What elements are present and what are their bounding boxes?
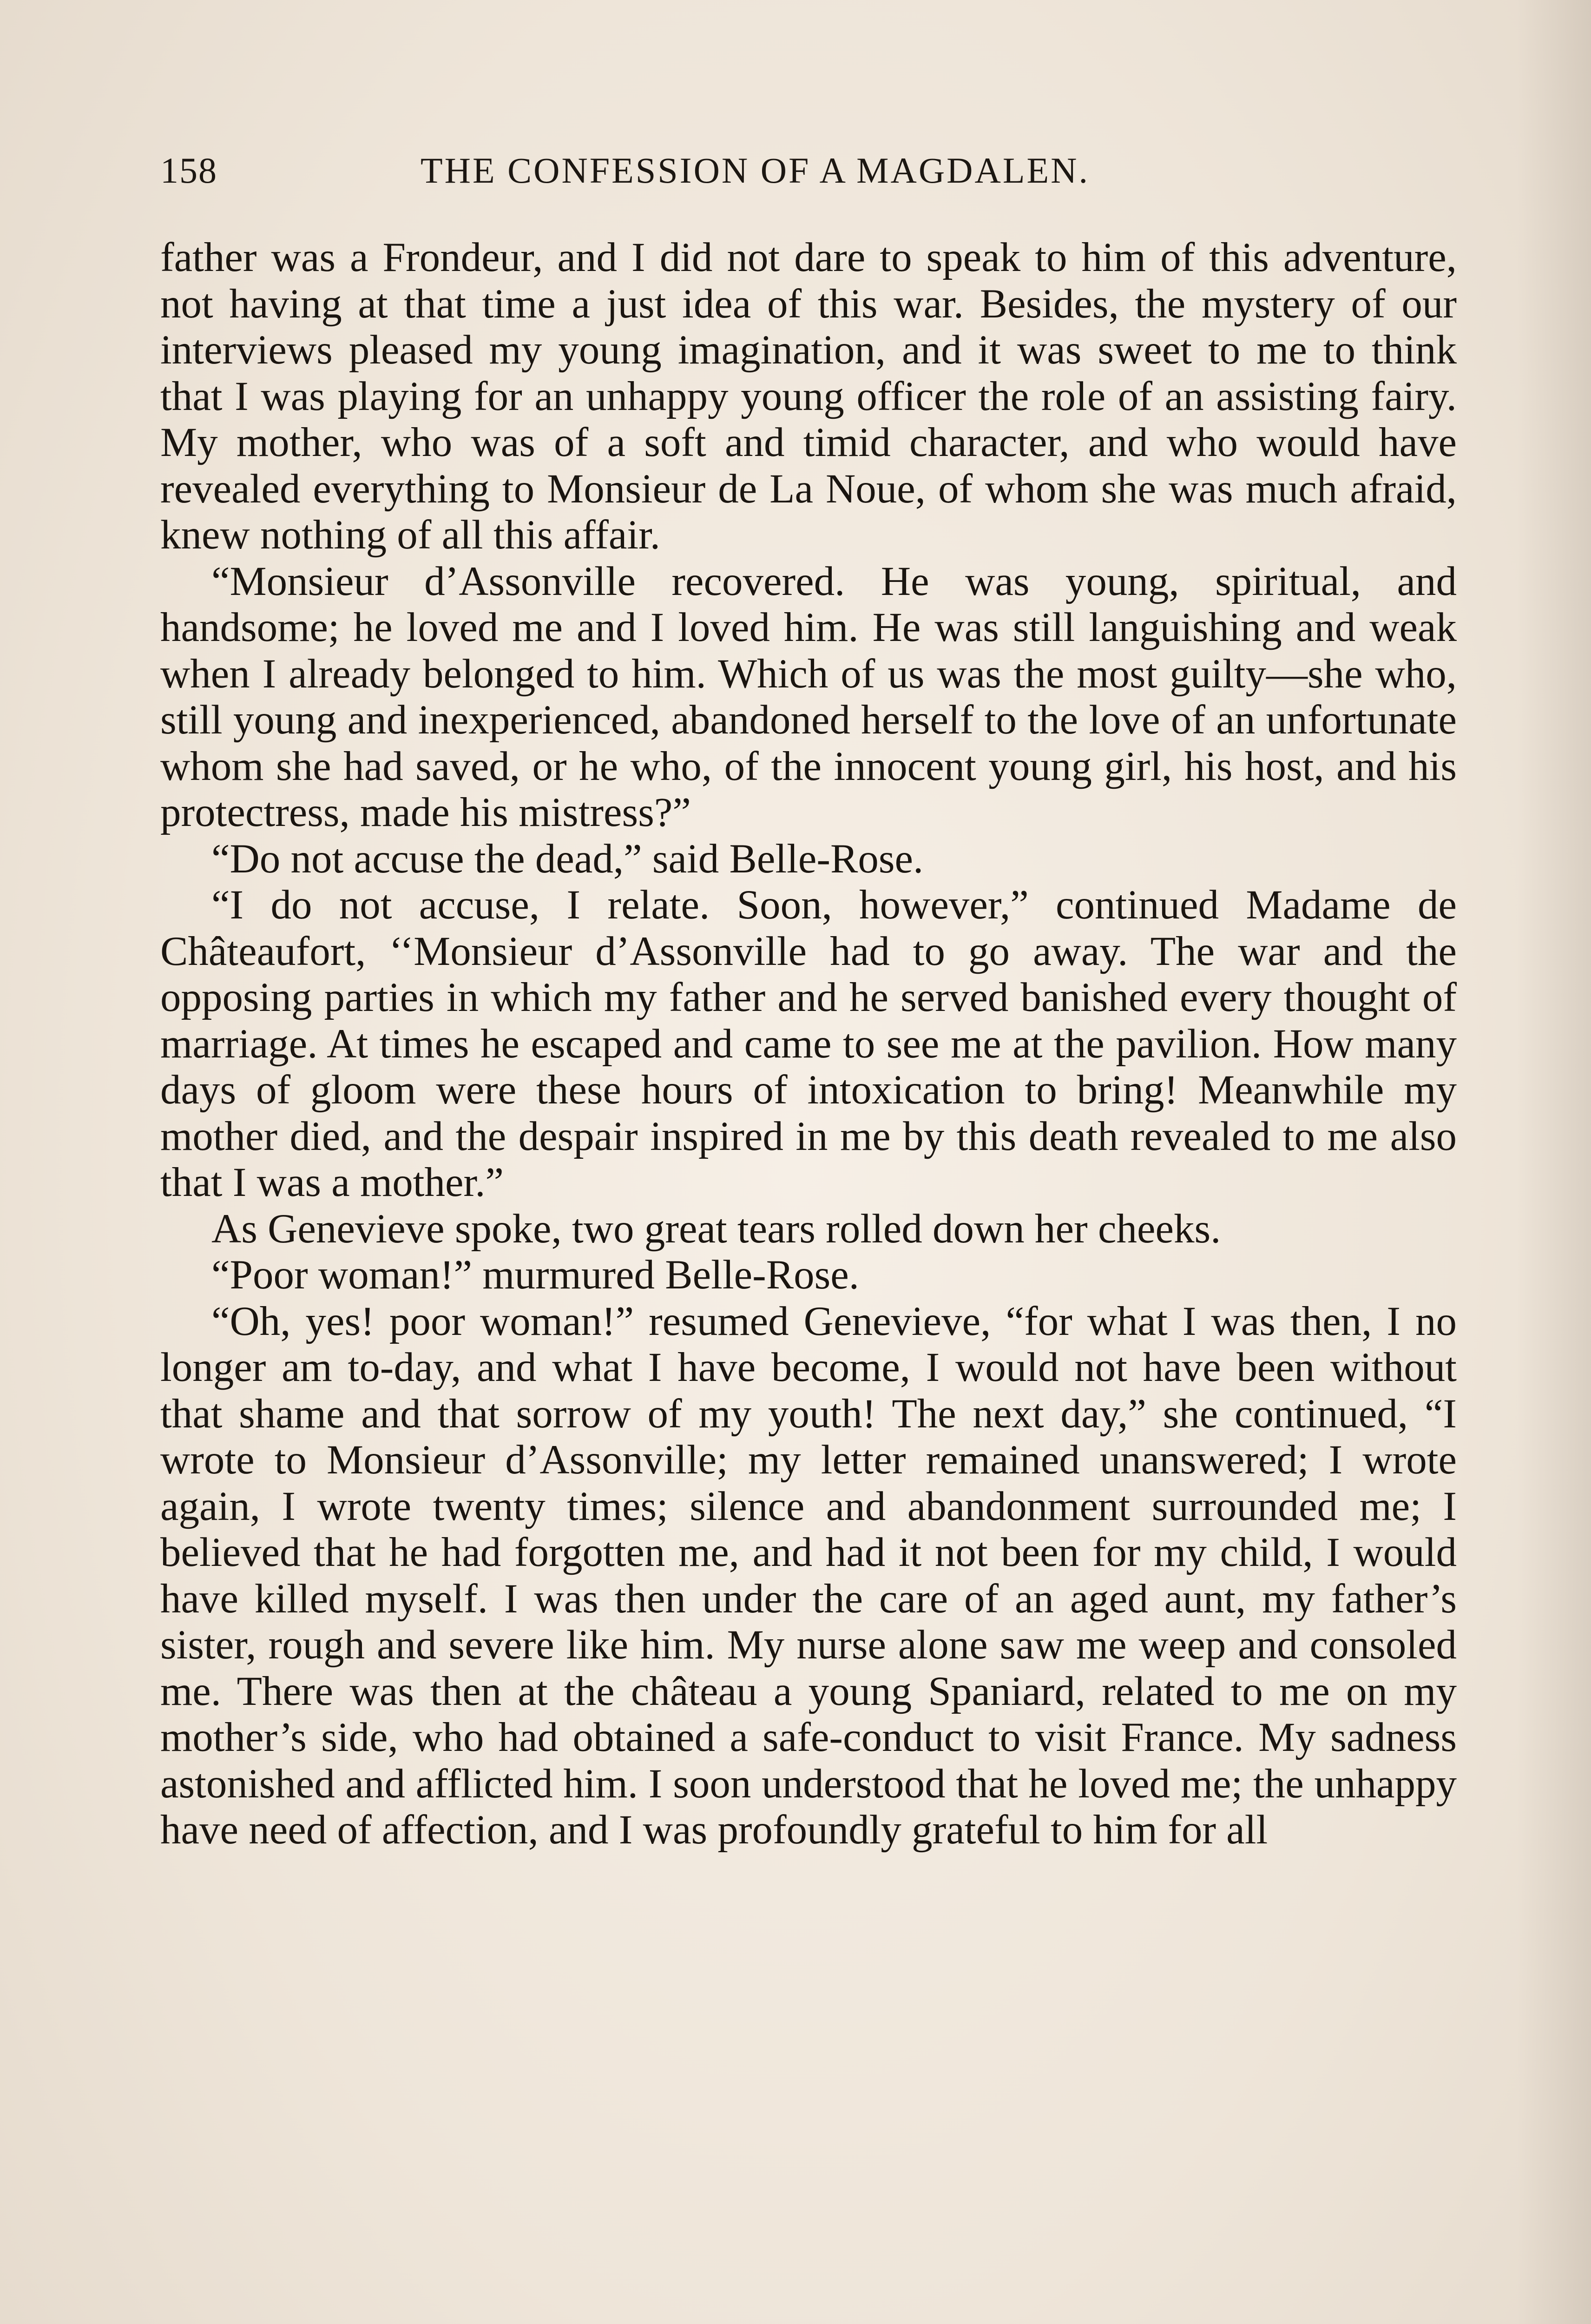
paragraph-2: “Monsieur d’Assonville recovered. He was young, spiritual, and handsome; he loved me and I loved him. He was still languishing and weak when I already belonged to him. Which of us was the most guilty—she who, still young and inexperienced, abandoned herself to the love of an unfortunate whom she had saved, or he who, of the innocent young girl, his host, and his protectress, made his mistress?” — [160, 558, 1457, 835]
paragraph-3: “Do not accuse the dead,” said Belle-Rose. — [211, 836, 924, 882]
body-text — [160, 235, 1457, 1854]
paragraph-1: father was a Frondeur, and I did not dare to speak to him of this adventure, not having at that time a just idea of this war. Besides, the mystery of our interviews pleased my young imagination, and it was sweet to me to think that I was playing for an unhappy young officer the role of an assisting fairy. My mother, who was of a soft and timid character, and who would have revealed everything to Monsieur de La Noue, of whom she was much afraid, knew nothing of all this affair. — [160, 235, 1457, 558]
running-title: THE CONFESSION OF A MAGDALEN. — [421, 150, 1090, 191]
paragraph-5: As Genevieve spoke, two great tears rolled down her cheeks. — [211, 1206, 1221, 1252]
page-header — [160, 150, 1457, 201]
paragraph-4: “I do not accuse, I relate. Soon, however,” continued Madame de Châteaufort, ‘‘Monsieur d’Assonville had to go away. The war and the opposing parties in which my father and he served banished every thought of marriage. At times he escaped and came to see me at the pavilion. How many days of gloom were these hours of intoxication to bring! Meanwhile my mother died, and the despair inspired in me by this death revealed to me also that I was a mother.” — [160, 882, 1457, 1205]
paragraph-6: “Poor woman!” murmured Belle-Rose. — [211, 1252, 859, 1298]
page-edge-shadow — [1517, 0, 1591, 2324]
page-number: 158 — [160, 150, 217, 191]
paragraph-7: “Oh, yes! poor woman!” resumed Genevieve, “for what I was then, I no longer am to-day, and what I have become, I would not have been without that shame and that sorrow of my youth! The next day,” she continued, “I wrote to Monsieur d’Assonville; my letter remained unanswered; I wrote again, I wrote twenty times; silence and abandonment surrounded me; I believed that he had forgotten me, and had it not been for my child, I would have killed myself. I was then under the care of an aged aunt, my father’s sister, rough and severe like him. My nurse alone saw me weep and consoled me. There was then at the château a young Spaniard, related to me on my mother’s side, who had obtained a safe-conduct to visit France. My sadness astonished and afflicted him. I soon understood that he loved me; the unhappy have need of affection, and I was profoundly grateful to him for all — [160, 1298, 1457, 1853]
